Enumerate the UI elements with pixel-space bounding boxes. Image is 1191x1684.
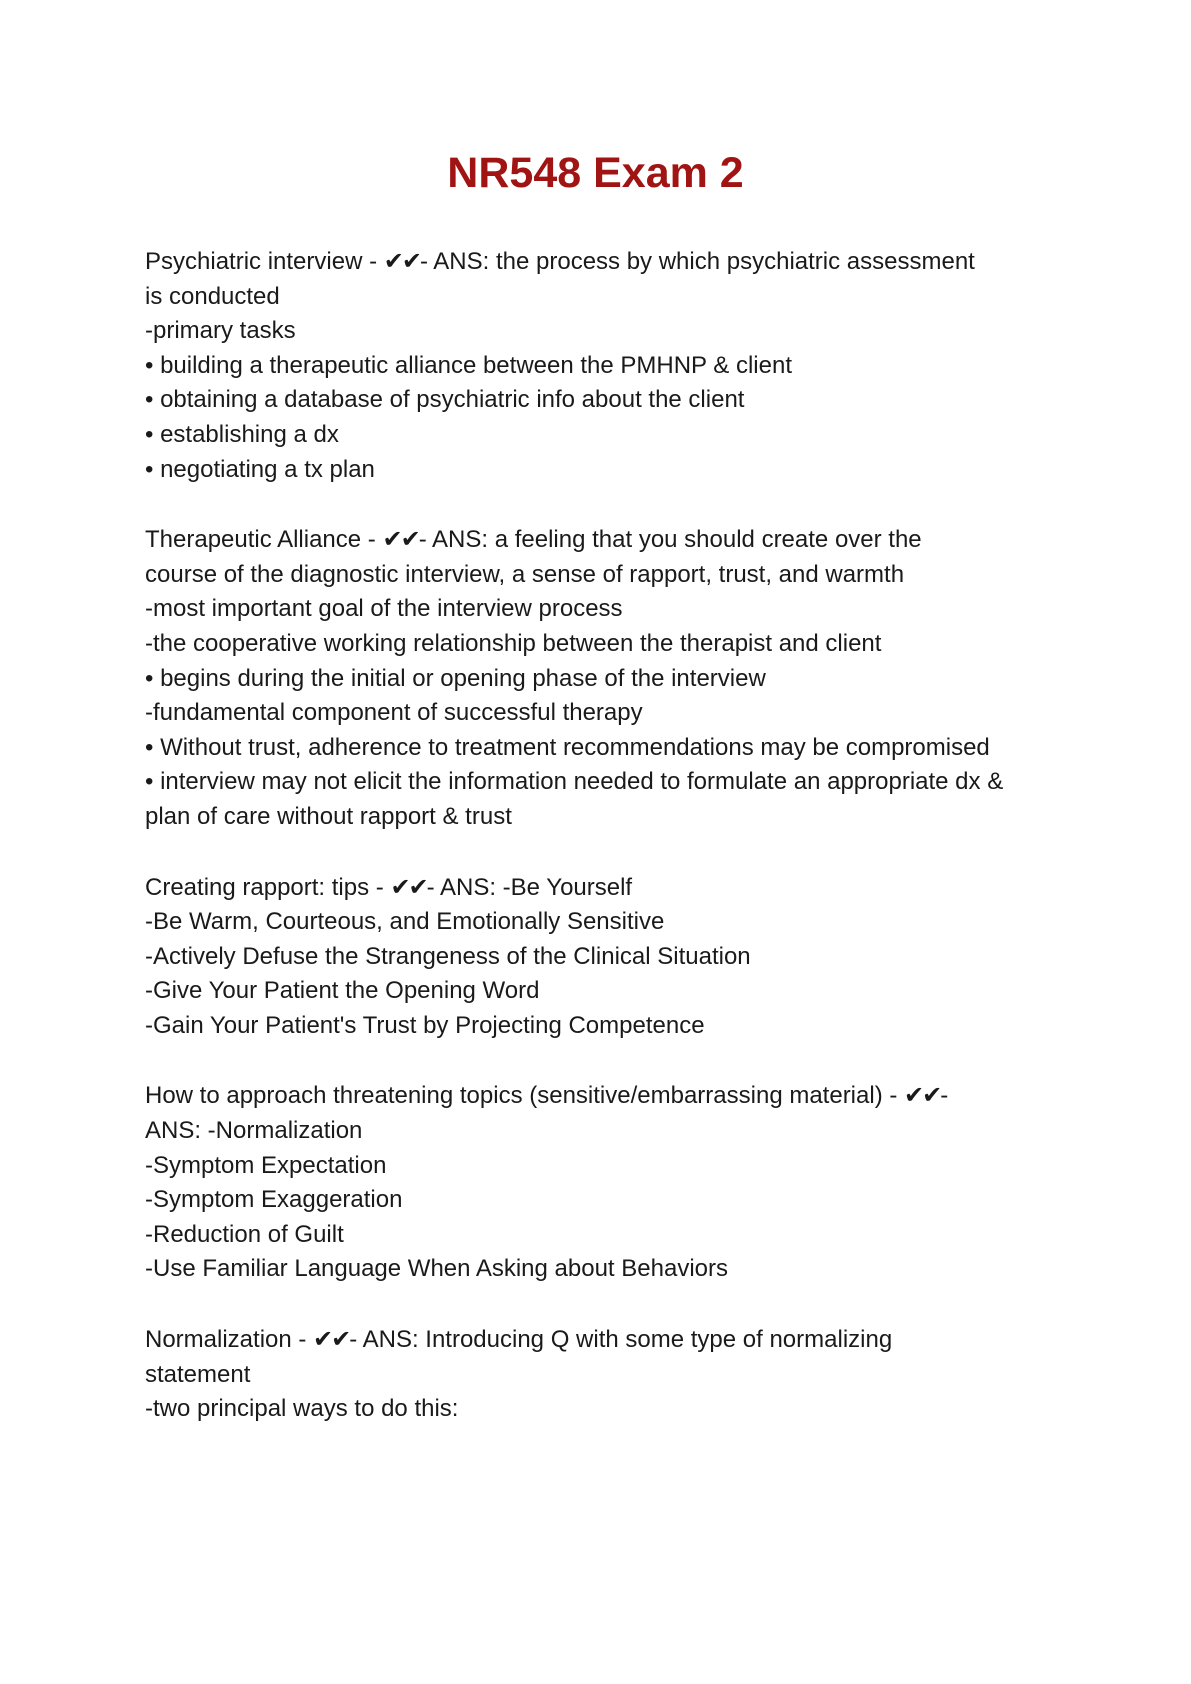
text-line: -two principal ways to do this: (145, 1395, 459, 1423)
document-title: NR548 Exam 2 (447, 149, 744, 197)
bullet-line: • interview may not elicit the information needed to formulate an appropriate dx & (145, 768, 1004, 796)
text-line: -Give Your Patient the Opening Word (145, 977, 540, 1005)
text-line: -primary tasks (145, 317, 296, 345)
text-line: -Reduction of Guilt (145, 1220, 344, 1248)
text-line: -fundamental component of successful therapy (145, 699, 643, 727)
text-line: plan of care without rapport & trust (145, 802, 512, 830)
text-line: -most important goal of the interview process (145, 595, 623, 623)
text-line: is conducted (145, 282, 280, 310)
text-line: -the cooperative working relationship between the therapist and client (145, 629, 882, 657)
text-line: ANS: -Normalization (145, 1117, 363, 1145)
checkmark-icon: ✔✔ (904, 1081, 941, 1110)
bullet-line: • negotiating a tx plan (145, 455, 375, 483)
checkmark-icon: ✔✔ (390, 872, 427, 901)
checkmark-icon: ✔✔ (383, 247, 420, 275)
text-line: Creating rapport: tips - ✔✔- ANS: -Be Yourself (145, 872, 633, 901)
text-line: -Gain Your Patient's Trust by Projecting Competence (145, 1011, 705, 1039)
bullet-line: • obtaining a database of psychiatric info about the client (145, 386, 745, 414)
bullet-line: • Without trust, adherence to treatment recommendations may be compromised (145, 733, 990, 761)
entry-threatening-topics (145, 1078, 1085, 1287)
entry-creating-rapport (145, 870, 1085, 1044)
entry-psychiatric-interview (145, 244, 1085, 487)
text-line: course of the diagnostic interview, a sense of rapport, trust, and warmth (145, 560, 905, 588)
entry-therapeutic-alliance (145, 522, 1085, 834)
text-line: -Actively Defuse the Strangeness of the Clinical Situation (145, 942, 751, 970)
text-line: How to approach threatening topics (sensitive/embarrassing material) - ✔✔- (145, 1081, 949, 1110)
document-body (145, 244, 1085, 1462)
text-line: Therapeutic Alliance - ✔✔- ANS: a feeling that you should create over the (145, 525, 922, 554)
text-line: -Symptom Exaggeration (145, 1186, 403, 1214)
text-line: Normalization - ✔✔- ANS: Introducing Q with some type of normalizing (145, 1325, 893, 1354)
text-line: Psychiatric interview - ✔✔- ANS: the process by which psychiatric assessment (145, 247, 975, 275)
text-line: -Be Warm, Courteous, and Emotionally Sensitive (145, 908, 665, 936)
text-line: statement (145, 1360, 251, 1388)
checkmark-icon: ✔✔ (382, 525, 419, 554)
bullet-line: • begins during the initial or opening phase of the interview (145, 664, 766, 692)
bullet-line: • building a therapeutic alliance between the PMHNP & client (145, 351, 793, 379)
text-line: -Use Familiar Language When Asking about Behaviors (145, 1255, 728, 1283)
text-line: -Symptom Expectation (145, 1151, 387, 1179)
checkmark-icon: ✔✔ (313, 1325, 350, 1354)
bullet-line: • establishing a dx (145, 420, 339, 448)
entry-normalization (145, 1322, 1085, 1427)
